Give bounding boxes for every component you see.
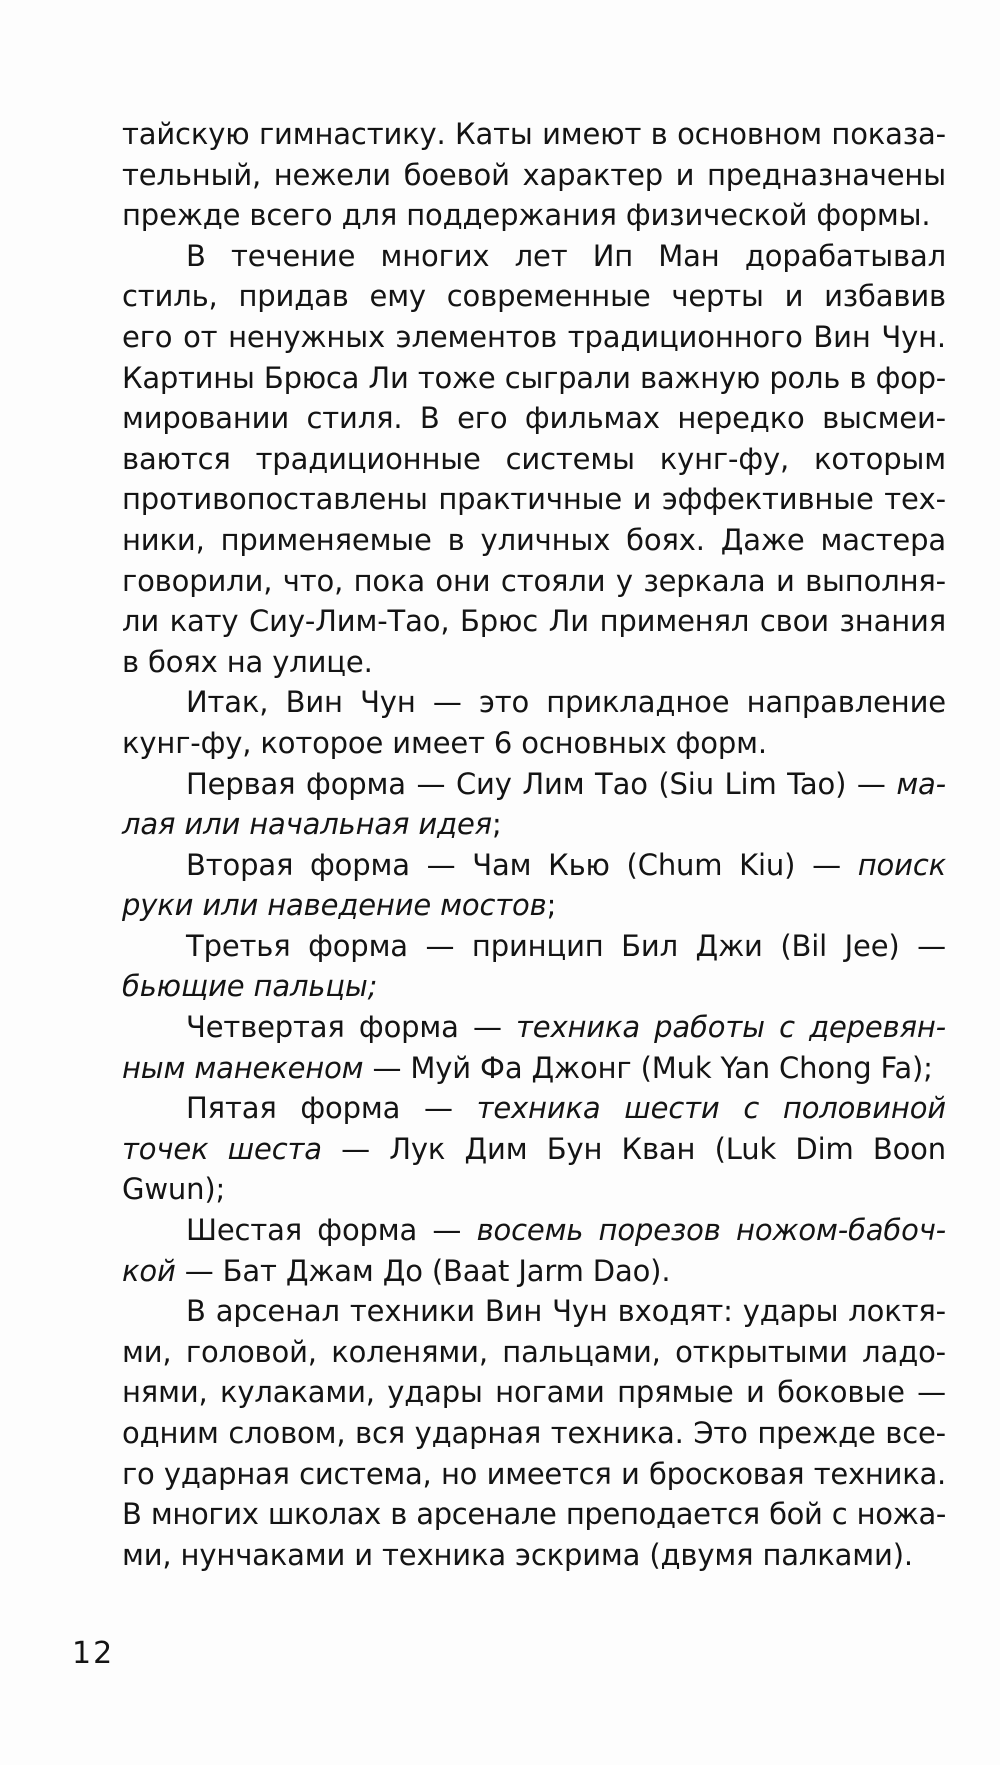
text-line — [122, 1088, 946, 1129]
text-line — [122, 398, 946, 439]
text-span: кунг-фу, которое имеет 6 основных форм. — [122, 725, 767, 760]
italic-text-span: восемь порезов ножом-бабоч- — [476, 1213, 946, 1248]
text-span: одним словом, вся ударная техника. Это прежде все- — [122, 1416, 946, 1450]
text-line — [122, 1007, 946, 1048]
text-span: Картины Брюса Ли тоже сыграли важную роль в фор- — [122, 360, 946, 395]
text-line — [122, 358, 946, 399]
text-line — [122, 764, 946, 805]
text-span: Пятая форма — — [186, 1091, 477, 1126]
text-line — [122, 845, 946, 886]
text-span: тайскую гимнастику. Каты имеют в основном показа- — [122, 117, 946, 151]
text-span: противопоставлены практичные и эффективные тех- — [122, 482, 946, 517]
italic-text-span: техника работы с деревян- — [516, 1010, 946, 1045]
text-line — [122, 1210, 946, 1251]
text-span: Gwun); — [122, 1172, 226, 1207]
text-span: говорили, что, пока они стояли у зеркала и выполня- — [122, 563, 946, 598]
italic-text-span: техника шести с половиной — [476, 1091, 947, 1126]
text-span: прежде всего для поддержания физической формы. — [122, 198, 931, 233]
text-line — [122, 682, 946, 723]
text-line — [122, 195, 946, 236]
text-span: ваются традиционные системы кунг-фу, которым — [122, 441, 946, 476]
text-span: В арсенал техники Вин Чун входят: удары локтя- — [186, 1294, 946, 1329]
text-span: стиль, придав ему современные черты и избавив — [122, 279, 946, 314]
text-line — [122, 642, 946, 683]
text-span: — Лук Дим Бун Кван (Luk Dim Boon — [321, 1131, 946, 1166]
italic-text-span: ма- — [896, 766, 946, 801]
italic-text-span: бьющие пальцы; — [122, 969, 378, 1004]
text-line — [122, 926, 946, 967]
italic-text-span: кой — [122, 1253, 176, 1288]
italic-text-span: точек шеста — [122, 1131, 322, 1166]
text-line — [122, 155, 946, 196]
text-line — [122, 520, 946, 561]
text-line — [122, 1129, 946, 1170]
text-span: мировании стиля. В его фильмах нередко высмеи- — [122, 401, 946, 436]
text-line — [122, 601, 946, 642]
body-text — [122, 114, 946, 1575]
text-span: ; — [546, 888, 557, 923]
text-span: — Муй Фа Джонг (Muk Yan Chong Fa); — [363, 1050, 933, 1085]
text-span: нями, кулаками, удары ногами прямые и боковые — — [122, 1375, 946, 1410]
text-line — [122, 1251, 946, 1292]
text-span: го ударная система, но имеется и бросковая техника. — [122, 1456, 946, 1491]
text-span: Вторая форма — Чам Кью (Chum Kiu) — — [186, 847, 858, 882]
text-span: ; — [491, 807, 502, 842]
text-span: Четвертая форма — — [186, 1010, 517, 1045]
text-span: ми, головой, коленями, пальцами, открытыми ладо- — [122, 1334, 946, 1369]
text-span: тельный, нежели боевой характер и предназначены — [122, 157, 946, 192]
italic-text-span: поиск — [857, 847, 946, 882]
text-line — [122, 439, 946, 480]
text-line — [122, 479, 946, 520]
text-line — [122, 1535, 946, 1576]
text-line — [122, 317, 946, 358]
text-span: его от ненужных элементов традиционного Вин Чун. — [122, 319, 946, 354]
text-span: Третья форма — принцип Бил Джи (Bil Jee) — — [186, 928, 946, 963]
text-line — [122, 885, 946, 926]
text-line — [122, 1169, 946, 1210]
text-span: Шестая форма — — [186, 1213, 477, 1248]
text-line — [122, 1291, 946, 1332]
italic-text-span: руки или наведение мостов — [122, 888, 547, 923]
text-span: Итак, Вин Чун — это прикладное направление — [186, 685, 946, 720]
text-line — [122, 561, 946, 602]
italic-text-span: лая или начальная идея — [122, 807, 492, 842]
page-number: 12 — [72, 1636, 115, 1671]
text-line — [122, 1048, 946, 1089]
text-line — [122, 114, 946, 155]
text-span: В течение многих лет Ип Ман дорабатывал — [186, 238, 946, 273]
text-span: — Бат Джам До (Baat Jarm Dao). — [175, 1253, 671, 1288]
text-line — [122, 1413, 946, 1454]
text-line — [122, 276, 946, 317]
text-line — [122, 1372, 946, 1413]
text-span: в боях на улице. — [122, 644, 373, 679]
text-span: Первая форма — Сиу Лим Тао (Siu Lim Tao) — — [186, 766, 897, 801]
text-line — [122, 804, 946, 845]
text-line — [122, 1332, 946, 1373]
text-span: ми, нунчаками и техника эскрима (двумя палками). — [122, 1537, 913, 1572]
text-span: ники, применяемые в уличных боях. Даже мастера — [122, 522, 946, 557]
text-line — [122, 1494, 946, 1535]
text-line — [122, 966, 946, 1007]
text-span: В многих школах в арсенале преподается бой с ножа- — [122, 1497, 946, 1532]
text-line — [122, 236, 946, 277]
text-line — [122, 723, 946, 764]
italic-text-span: ным манекеном — [122, 1050, 364, 1085]
text-line — [122, 1454, 946, 1495]
text-span: ли кату Сиу-Лим-Тао, Брюс Ли применял свои знания — [122, 604, 946, 639]
